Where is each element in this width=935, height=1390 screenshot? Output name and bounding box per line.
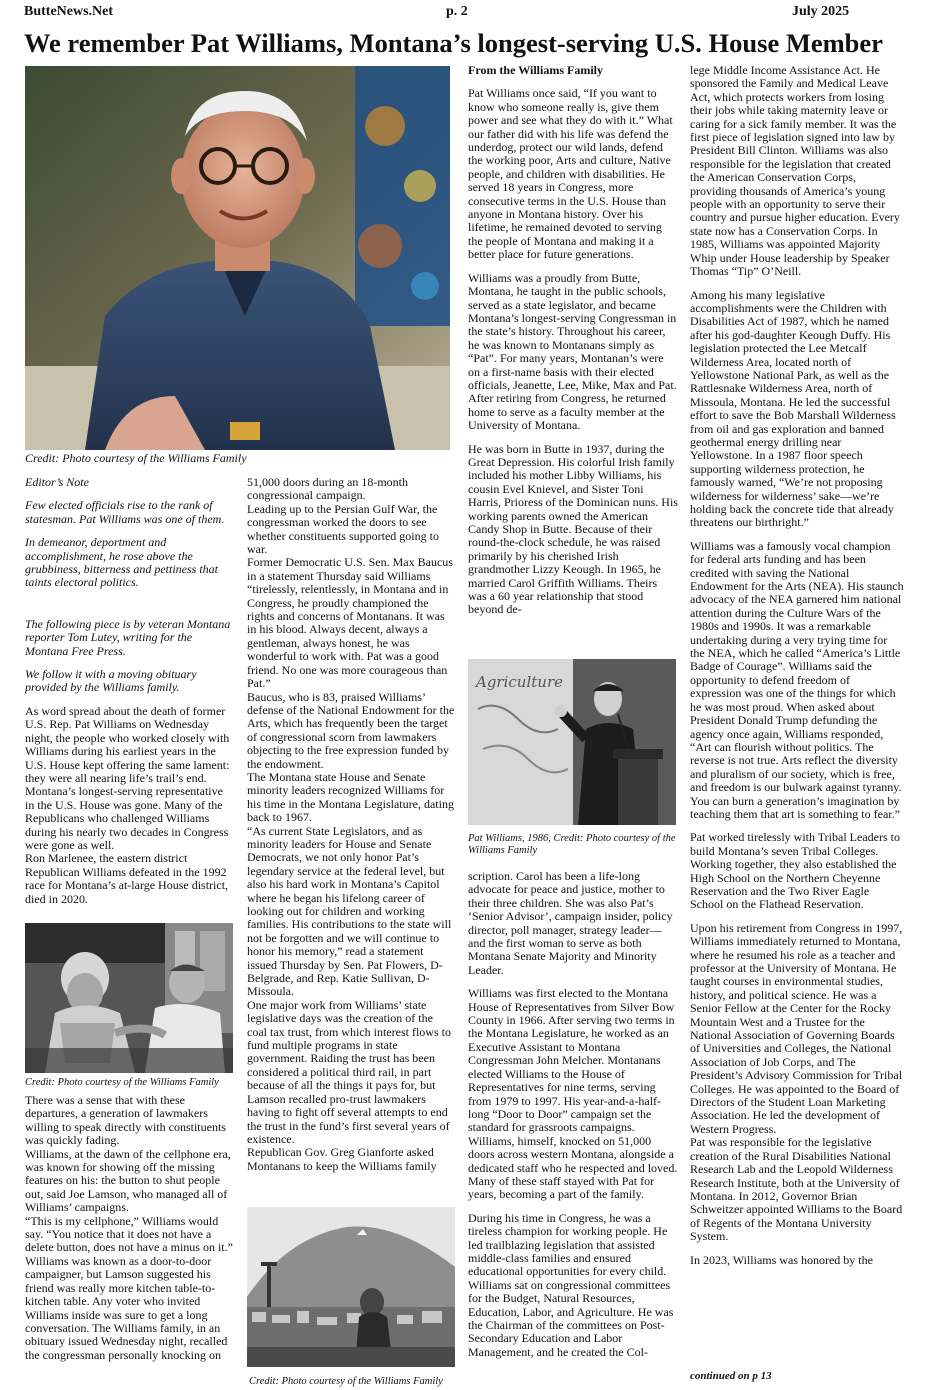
article-paragraph: scription. Carol has been a life-long advocate for peace and justice, mother to their three children. She was also Pat’s ‘Senior Advisor’, campaign insider, policy director, poll manager, strategy leader—and the first woman to serve as both Montana Senate Majority and Minority Leader. — [468, 870, 673, 977]
main-portrait-photo — [25, 66, 450, 450]
butte-photo-caption: Credit: Photo courtesy of the Williams Family — [249, 1376, 443, 1387]
article-paragraph: Pat was responsible for the legislative creation of the Rural Disabilities National Research Lab and the Leopold Wilderness Research Institute, both at the University of Montana. In 2012, Governor Brian Schweitzer appointed Williams to the Board of Regents of the Montana University System. — [690, 1135, 903, 1244]
site-name[interactable]: ButteNews.Net — [24, 4, 114, 19]
podium-photo — [468, 659, 676, 825]
issue-date: July 2025 — [792, 4, 850, 19]
article-paragraph: Ron Marlenee, the eastern district Republican Williams defeated in the 1992 race for Montana’s at-large House district, died in 2020. — [25, 851, 229, 906]
article-paragraph: One major work from Williams’ state legislative days was the creation of the coal tax trust, from which interest flows to fund multiple programs in state government. Raiding the trust has been considered a political third rail, in part because of all the things it pays for, but Lamson recalled pro-trust lawmakers having to fight off several attempts to end the trust in the fund’s first several years of existence. — [247, 997, 451, 1146]
senior-photo-caption: Credit: Photo courtesy of the Williams Family — [25, 1077, 219, 1088]
article-paragraph: There was a sense that with these departures, a generation of lawmakers willing to speak directly with constituents was quickly fading. — [25, 1094, 226, 1148]
article-paragraph: During his time in Congress, he was a tireless champion for working people. He led trailblazing legislation that assisted middle-class families and ensured educational opportunities for every child. Williams sat on congressional committees for the Budget, Natural Resources, Education, Labor, and Agriculture. He was the Chairman of the committees on Post-Secondary Education and Labor Management, and he created the Col- — [468, 1210, 674, 1359]
senior-center-photo — [25, 923, 233, 1073]
article-paragraph: Williams was a famously vocal champion for federal arts funding and has been credited with saving the National Endowment for the Arts (NEA). His staunch advocacy of the NEA garnered him national attention during the Culture Wars of the 1980s and 1990s. It was a remarkable undertaking during a very trying time for the NEA, which he called “America’s Little Badge of Courage”. Williams said the opportunity to defend freedom of expression was one of the things for which he was most proud. When asked about President Donald Trump defunding the agency once again, Williams responded, “Art can flourish without politics. The reverse is not true. Arts reflect the diversity and pluralism of our society, which is free, and freedom is our bulwark against tyranny. You can burn a generation’s imagination by teaching them that art is something to fear.” — [690, 538, 904, 821]
masthead — [24, 4, 911, 24]
article-paragraph: Upon his retirement from Congress in 1997, Williams immediately returned to Montana, where he resumed his role as a teacher and professor at the University of Montana. He taught courses in environmental studies, history, and political science. He was a Senior Fellow at the Center for the Rocky Mountain West and a Trustee for the National Association of Governing Boards of Universities and Colleges, the National Association of Job Corps, and The President’s Advisory Commission for Tribal Colleges. He was appointed to the Board of Directors of the Student Loan Marketing Association. He led the development of Western Progress. — [690, 920, 903, 1136]
article-paragraph: Montana’s longest-serving representative in the U.S. House was gone. Many of the Republicans who challenged Williams during his nearly two decades in Congress were gone as well. — [25, 784, 229, 852]
column-3 — [468, 64, 678, 648]
article-paragraph: 51,000 doors during an 18-month congressional campaign. — [247, 476, 408, 503]
article-paragraph: lege Middle Income Assistance Act. He sponsored the Family and Medical Leave Act, which protects workers from losing their jobs while taking maternity leave or caring for a sick family member. It was the first piece of legislation signed into law by President Bill Clinton. Williams was also responsible for the legislation that created the American Conservation Corps, providing thousands of America’s young people with an opportunity to serve their country and pursue higher education. Every state now has a Conservation Corps. In 1985, Williams was appointed Majority Whip under House leadership by Speaker Thomas “Tip” O’Neill. — [690, 64, 900, 279]
article-paragraph: Former Democratic U.S. Sen. Max Baucus in a statement Thursday said Williams “tirelessly, relentlessly, in Montana and in Congress, he proudly championed the rights and concerns of Montanans. It was in his blood. Always decent, always a gentleman, always honest, he was wonderful to work with. Pat was a good friend. No one was more courageous than Pat.” — [247, 555, 453, 691]
article-paragraph: The Montana state House and Senate minority leaders recognized Williams for his time in the Montana Legislature, dating back to 1967. — [247, 769, 454, 825]
podium-sign-text: Agriculture — [476, 673, 563, 691]
column-3-continued — [468, 870, 678, 1385]
article-headline: We remember Pat Williams, Montana’s longest-serving U.S. House Member — [24, 28, 883, 58]
continued-link[interactable]: continued on p 13 — [690, 1370, 772, 1382]
editors-note-text: Few elected officials rise to the rank of statesman. Pat Williams was one of them. — [25, 498, 225, 526]
article-paragraph: Williams was a proudly from Butte, Montana, he taught in the public schools, served as a state legislator, and became Montana’s longest-serving Congressman in the state’s history. Throughout his career, he was known to Montanans simply as “Pat”. For many years, Montanan’s were on a first-name basis with their elected officials, Jeanette, Lee, Mike, Max and Pat. After retiring from Congress, he returned home to serve as a faculty member at the University of Montana. — [468, 270, 677, 433]
article-paragraph: Republican Gov. Greg Gianforte asked Montanans to keep the Williams family — [247, 1145, 437, 1173]
butte-landscape-photo — [247, 1207, 455, 1367]
column-2 — [247, 476, 455, 1188]
article-paragraph: Williams was first elected to the Montana House of Representatives from Silver Bow County in 1966. After serving two terms in the Montana Legislature, he worked as an Executive Assistant to Montana Congressman John Melcher. Montanans elected Williams to the House of Representatives for nine terms, serving from 1979 to 1997. His year-and-a-half-long “Door to Door” campaign set the standard for grassroots campaigns. Williams, himself, knocked on 51,000 doors across western Montana, alongside a dedicated staff who he respected and loved. Many of these staff stayed with Pat for years, becoming a part of the family. — [468, 986, 678, 1202]
podium-photo-caption: Pat Williams, 1986, Credit: Photo courtesy of the Williams Family — [468, 833, 676, 856]
editors-note-label: Editor’s Note — [25, 476, 89, 489]
article-paragraph: Pat Williams once said, “If you want to know who someone really is, give them power and see what they do with it.” What our father did with his life was defend the underdog, protect our wild lands, defend the working poor, Arts and culture, Native people, and children with disabilities. He served 18 years in Congress, more consecutive terms in the U.S. House than anyone in Montana history. Over his lifetime, he remained devoted to serving the people of Montana and making it a better place for future generations. — [468, 86, 673, 262]
article-paragraph: As word spread about the death of former U.S. Rep. Pat Williams on Wednesday night, the people who worked closely with Williams during his earliest years in the U.S. House kept offering the same lament: they were all nearing life’s trail’s end. — [25, 703, 230, 785]
column-4 — [690, 64, 904, 1364]
editors-note-text: The following piece is by veteran Montana reporter Tom Lutey, writing for the Montana Free Press. — [25, 616, 231, 658]
editors-note-text: In demeanor, deportment and accomplishment, he rose above the grubbiness, bitterness and pettiness that taints electoral politics. — [25, 535, 218, 590]
article-paragraph: He was born in Butte in 1937, during the Great Depression. His colorful Irish family included his mother Libby Williams, his cousin Evel Knievel, and Sister Toni Harris, Prioress of the Dominican nuns. His working parents owned the American Candy Shop in Butte. Because of their round-the-clock schedule, he was raised primarily by his cherished Irish grandmother Lizzy Keough. In 1965, he married Carol Griffith Williams. Theirs was a 60 year relationship that stood beyond de- — [468, 441, 678, 617]
article-paragraph: In 2023, Williams was honored by the — [690, 1252, 873, 1267]
article-paragraph: Baucus, who is 83, praised Williams’ defense of the National Endowment for the Arts, which has frequently been the target of congressional scorn from lawmakers objecting to the free expression funded by the endowment. — [247, 689, 455, 771]
article-paragraph: Williams, at the dawn of the cellphone era, was known for showing off the missing features on his: the button to shut people out, said Joe Lamson, who managed all of Williams’ campaigns. — [25, 1146, 231, 1215]
article-paragraph: Williams was known as a door-to-door campaigner, but Lamson suggested his friend was really more kitchen table-to-kitchen table. Any voter who invited Williams inside was sure to get a long conversation. The Williams family, in an obituary issued Wednesday night, recalled the congressman personally knocking on — [25, 1253, 228, 1362]
main-photo-caption: Credit: Photo courtesy of the Williams Family — [25, 451, 247, 465]
column-1-continued — [25, 1094, 233, 1384]
article-paragraph: Among his many legislative accomplishments were the Children with Disabilities Act of 1987, which he named after his god-daughter Keough Duffy. His legislation protected the Lee Metcalf Wilderness Area, located north of Yellowstone National Park, as well as the Rattlesnake Wilderness Area, north of Missoula, Montana. He led the successful effort to save the Bob Marshall Wilderness from oil and gas exploration and banned geothermal energy drilling near Yellowstone. In a 1987 floor speech supporting wilderness protection, he famously warned, “We’re not proposing wilderness for wilderness’ sake—we’re holding back the concrete tide that already threatens our birthright.” — [690, 287, 896, 530]
article-paragraph: Pat worked tirelessly with Tribal Leaders to build Montana’s seven Tribal Colleges. Working together, they also established the High School on the Northern Cheyenne Reservation and the Two River Eagle School on the Flathead Reservation. — [690, 830, 900, 912]
column-1 — [25, 476, 233, 916]
page-number: p. 2 — [446, 4, 468, 19]
obituary-subhead: From the Williams Family — [468, 64, 603, 77]
editors-note-text: We follow it with a moving obituary provided by the Williams family. — [25, 667, 197, 695]
article-paragraph: “As current State Legislators, and as minority leaders for House and Senate Democrats, we not only honor Pat’s legendary service at the federal level, but also his hard work in Montana’s Capitol where he began his lifelong career of looking out for children and working families. His contributions to the state will not be forgotten and we will continue to honor his memory,” read a statement issued Thursday by Sen. Pat Flowers, D-Belgrade, and Rep. Katie Sullivan, D-Missoula. — [247, 823, 452, 999]
article-paragraph: Leading up to the Persian Gulf War, the congressman worked the doors to see whether constituents supported going to war. — [247, 501, 439, 557]
article-paragraph: “This is my cellphone,” Williams would say. “You notice that it does not have a delete button, does not have a minus on it.” — [25, 1213, 233, 1255]
